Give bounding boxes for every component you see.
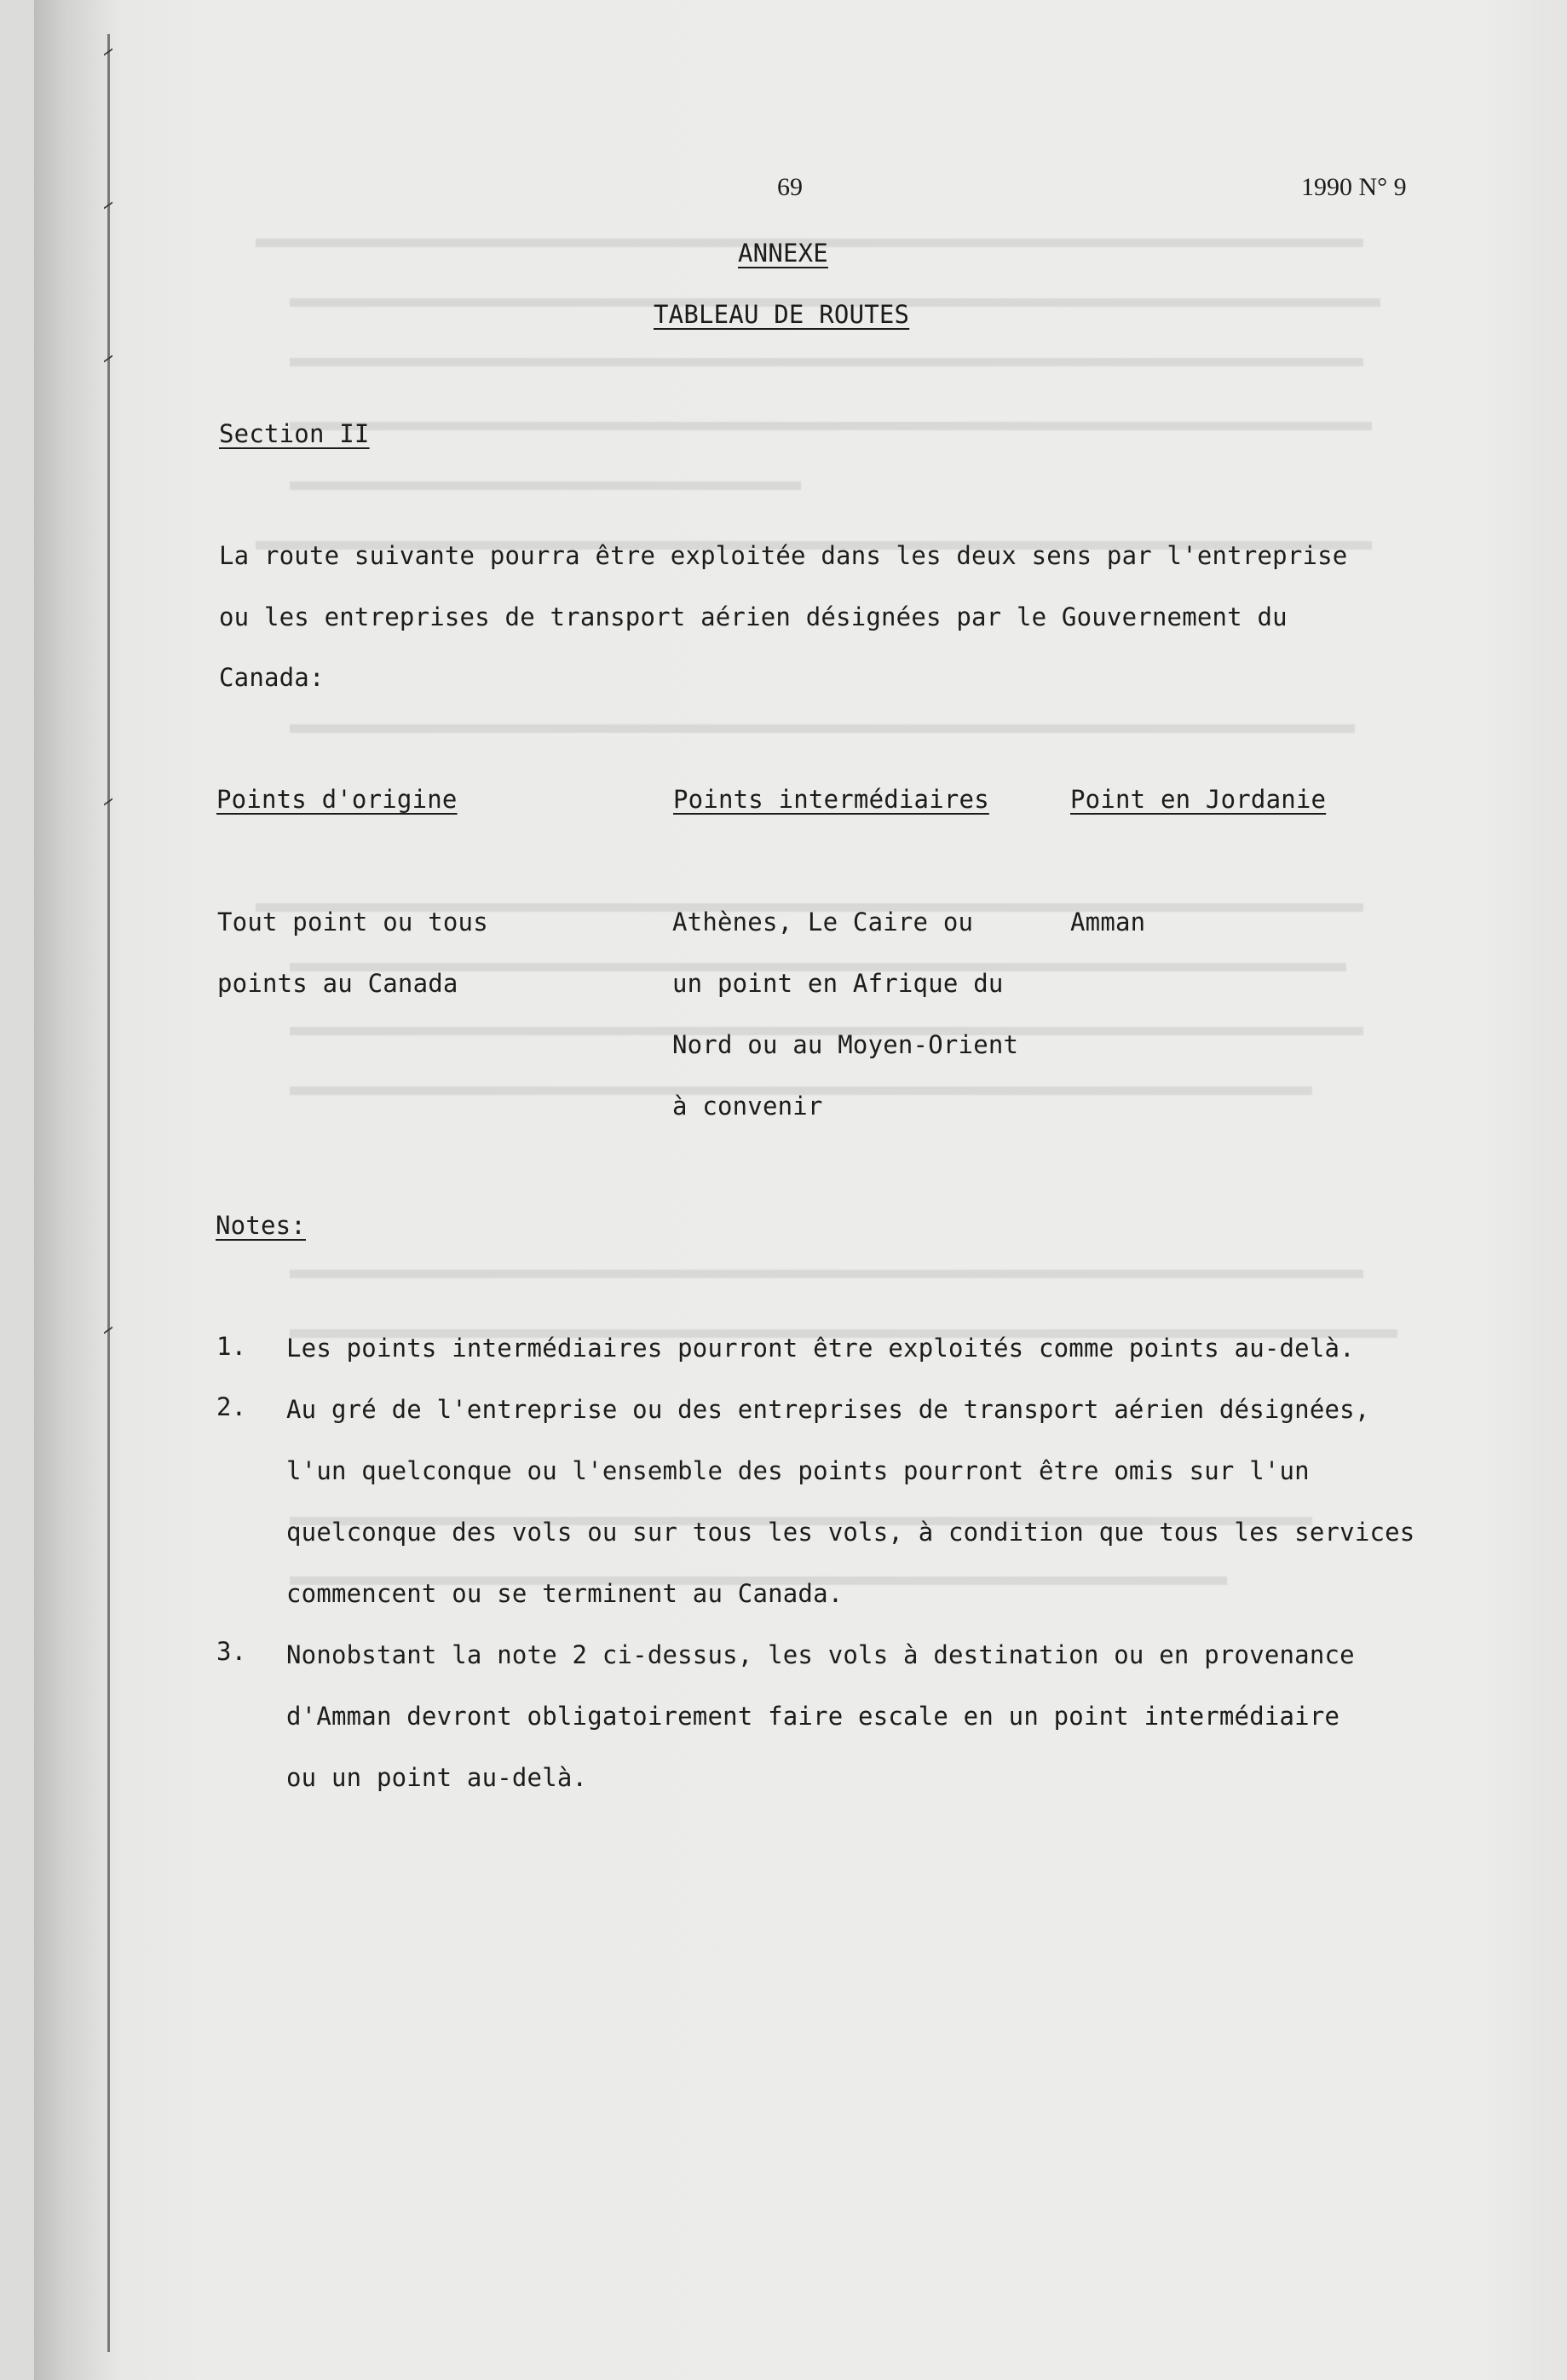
note-line: ou un point au-delà.	[286, 1763, 588, 1792]
note-line: Les points intermédiaires pourront être exploités comme points au-delà.	[286, 1334, 1355, 1363]
origin-cell-line: points au Canada	[217, 969, 458, 998]
show-through	[290, 358, 1363, 366]
page-binding	[34, 0, 119, 2380]
annex-title: ANNEXE	[738, 239, 828, 268]
show-through	[290, 724, 1355, 733]
show-through	[290, 481, 801, 490]
intro-line: Canada:	[219, 663, 325, 692]
show-through	[290, 1270, 1363, 1278]
jordan-cell-line: Amman	[1070, 908, 1146, 936]
note-line: l'un quelconque ou l'ensemble des points pourront être omis sur l'un	[286, 1456, 1310, 1485]
issue-number: 1990 N° 9	[1301, 173, 1407, 201]
intermediate-cell-line: Nord ou au Moyen-Orient	[672, 1030, 1019, 1059]
column-header-jordan: Point en Jordanie	[1070, 785, 1327, 814]
note-number: 2.	[216, 1392, 247, 1421]
intermediate-cell-line: à convenir	[672, 1092, 823, 1121]
intro-line: La route suivante pourra être exploitée dans les deux sens par l'entreprise	[219, 541, 1348, 570]
intro-line: ou les entreprises de transport aérien désignées par le Gouvernement du	[219, 602, 1288, 631]
page-number: 69	[777, 173, 803, 201]
origin-cell-line: Tout point ou tous	[217, 908, 488, 936]
section-heading: Section II	[219, 419, 370, 448]
notes-heading: Notes:	[216, 1211, 306, 1240]
annex-subtitle: TABLEAU DE ROUTES	[654, 300, 910, 329]
show-through	[290, 422, 1372, 430]
note-line: d'Amman devront obligatoirement faire escale en un point intermédiaire	[286, 1702, 1340, 1731]
intermediate-cell-line: Athènes, Le Caire ou	[672, 908, 974, 936]
note-number: 3.	[216, 1637, 247, 1666]
intermediate-cell-line: un point en Afrique du	[672, 969, 1004, 998]
note-number: 1.	[216, 1332, 247, 1361]
column-header-origin: Points d'origine	[216, 785, 458, 814]
note-line: Nonobstant la note 2 ci-dessus, les vols à destination ou en provenance	[286, 1640, 1355, 1669]
document-page	[34, 0, 1567, 2380]
note-line: quelconque des vols ou sur tous les vols, à condition que tous les services	[286, 1518, 1415, 1547]
note-line: Au gré de l'entreprise ou des entreprises de transport aérien désignées,	[286, 1395, 1370, 1424]
binding-edge	[107, 34, 110, 2352]
note-line: commencent ou se terminent au Canada.	[286, 1579, 844, 1608]
column-header-intermediate: Points intermédiaires	[673, 785, 989, 814]
